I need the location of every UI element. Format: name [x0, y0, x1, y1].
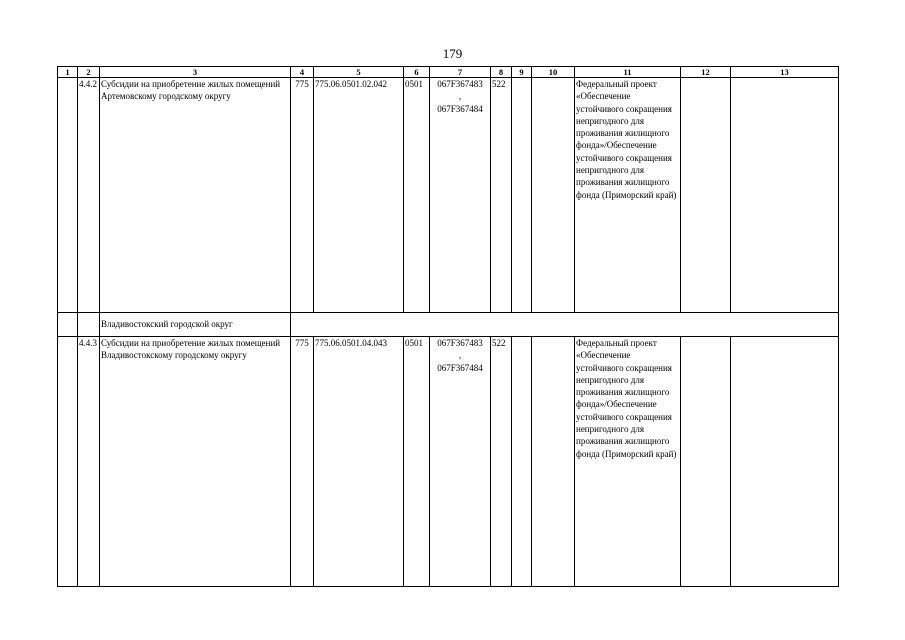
cell-col9: [512, 337, 532, 587]
target-code: 067F367484: [437, 103, 483, 114]
header-cell: 1: [58, 67, 78, 78]
section-row: [58, 313, 839, 337]
table-row: [58, 78, 839, 313]
budget-code: 775.06.0501.04.043: [314, 337, 404, 587]
grbs-code: 775: [291, 337, 314, 587]
grbs-code: 775: [291, 78, 314, 313]
section-code: 0501: [404, 78, 430, 313]
target-codes: [430, 78, 491, 313]
project-name: Федеральный проект «Обеспечение устойчивого сокращения непригодного для проживания жилищного фонда»/Обеспечение устойчивого сокращения непригодного для проживания жилищного фонда (Приморский край): [575, 78, 681, 313]
section-code: 0501: [404, 337, 430, 587]
cell-col1: [58, 313, 78, 337]
cell-col13: [731, 337, 839, 587]
header-cell: 8: [491, 67, 512, 78]
header-cell: 3: [100, 67, 291, 78]
target-code: 067F367483: [437, 79, 483, 89]
section-title: Владивостокский городской округ: [100, 313, 291, 337]
cell-col12: [681, 78, 731, 313]
project-name: Федеральный проект «Обеспечение устойчивого сокращения непригодного для проживания жилищного фонда»/Обеспечение устойчивого сокращения непригодного для проживания жилищного фонда (Приморский край): [575, 337, 681, 587]
item-number: 4.4.2: [78, 78, 100, 313]
budget-code: 775.06.0501.02.042: [314, 78, 404, 313]
header-cell: 10: [532, 67, 575, 78]
header-cell: 6: [404, 67, 430, 78]
target-code: 067F367483: [437, 338, 483, 348]
expense-type: 522: [491, 337, 512, 587]
target-code-separator: ,: [458, 91, 462, 102]
table-row: [58, 337, 839, 587]
item-name: Субсидии на приобретение жилых помещений Артемовскому городскому округу: [100, 78, 291, 313]
header-cell: 5: [314, 67, 404, 78]
cell-col1: [58, 78, 78, 313]
cell-col1: [58, 337, 78, 587]
header-cell: 2: [78, 67, 100, 78]
cell-col2: [78, 313, 100, 337]
expense-type: 522: [491, 78, 512, 313]
cell-col10: [532, 337, 575, 587]
cell-col10: [532, 78, 575, 313]
header-cell: 11: [575, 67, 681, 78]
header-cell: 12: [681, 67, 731, 78]
header-cell: 4: [291, 67, 314, 78]
header-cell: 9: [512, 67, 532, 78]
target-code: 067F367484: [437, 362, 483, 373]
budget-table: [57, 66, 839, 587]
header-cell: 13: [731, 67, 839, 78]
cell-col9: [512, 78, 532, 313]
target-code-separator: ,: [458, 350, 462, 361]
page-number: 179: [442, 46, 463, 61]
header-cell: 7: [430, 67, 491, 78]
section-span: [291, 313, 839, 337]
item-number: 4.4.3: [78, 337, 100, 587]
item-name: Субсидии на приобретение жилых помещений Владивостокскому городскому округу: [100, 337, 291, 587]
header-row: [58, 67, 839, 78]
cell-col13: [731, 78, 839, 313]
cell-col12: [681, 337, 731, 587]
target-codes: [430, 337, 491, 587]
